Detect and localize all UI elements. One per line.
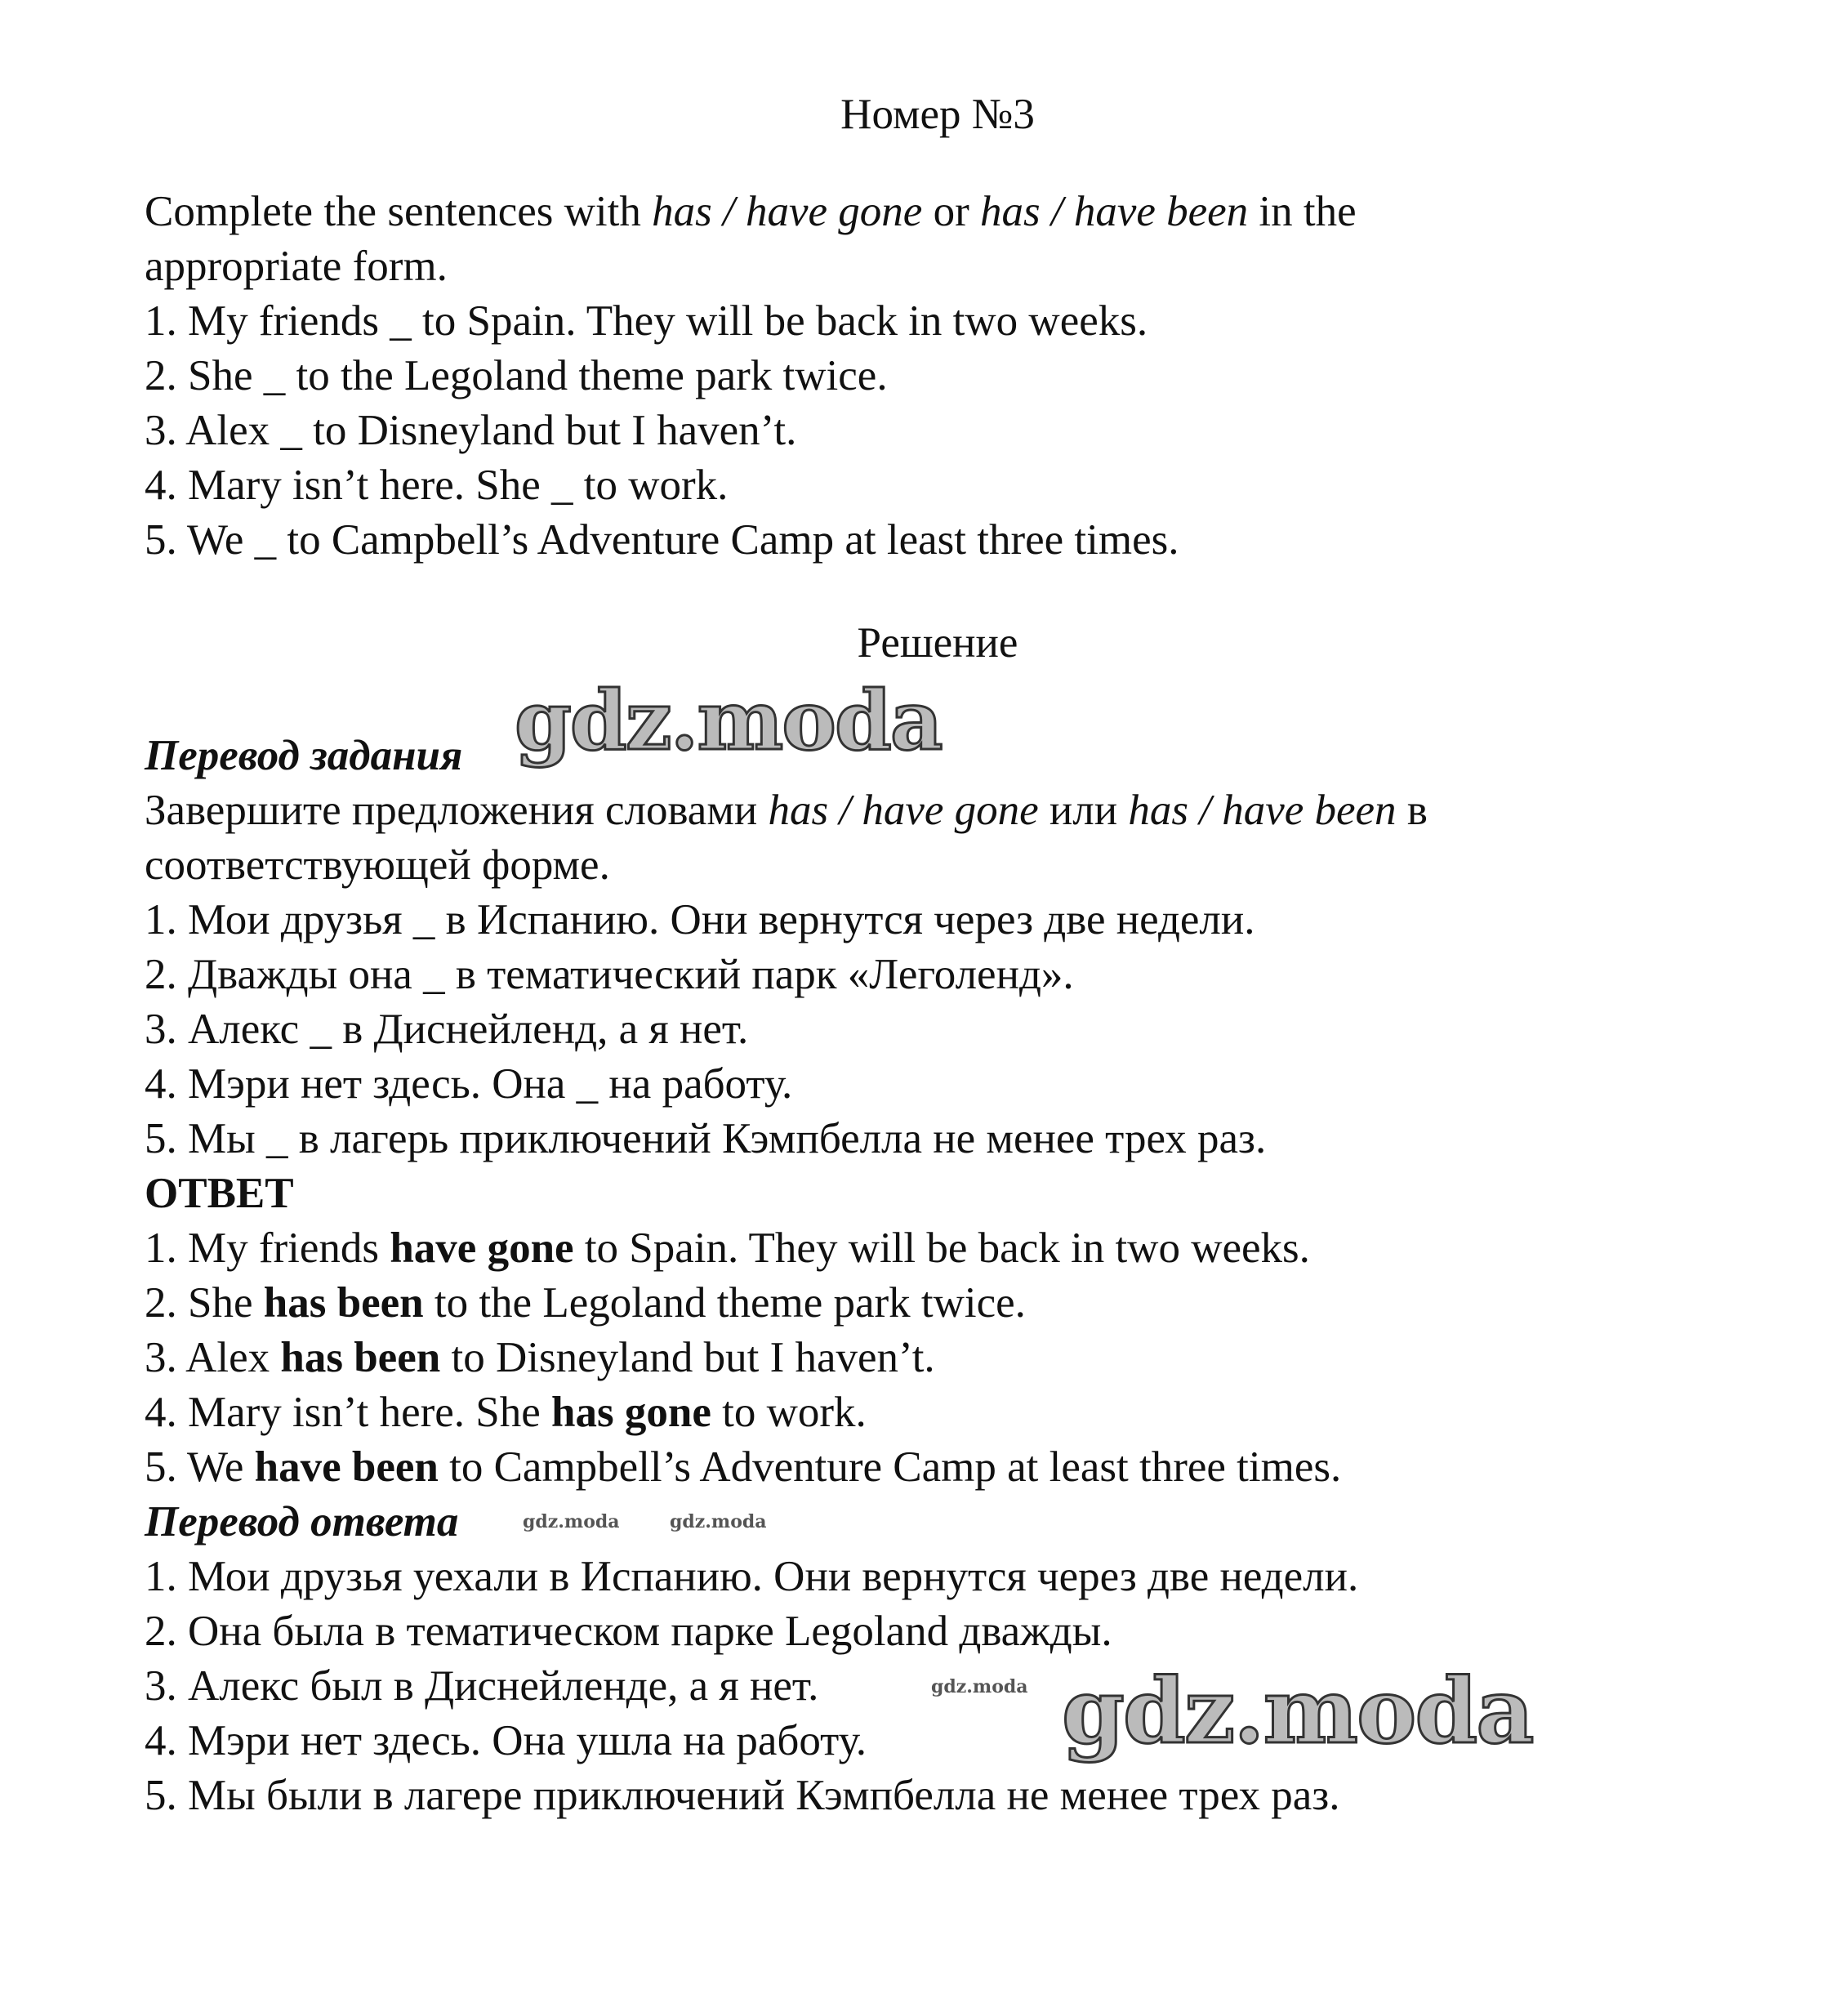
- task-line: [145, 294, 1148, 349]
- task-line: [145, 404, 796, 458]
- text: 3. Алекс был в Диснейленде, а я нет.: [145, 1662, 819, 1710]
- emphasis-text: has been: [280, 1334, 441, 1381]
- solution-line: [145, 1057, 792, 1112]
- text: 4. Мэри нет здесь. Она ушла на работу.: [145, 1717, 867, 1764]
- task-line: [145, 513, 1179, 568]
- solution-heading: Решение: [857, 619, 1018, 667]
- text: 5. We _ to Campbell’s Adventure Camp at least three times.: [145, 516, 1179, 564]
- emphasis-text: have gone: [390, 1224, 574, 1272]
- task-line: [145, 458, 728, 513]
- text: to the Legoland theme park twice.: [423, 1279, 1026, 1327]
- solution-line: [145, 1221, 1310, 1276]
- text: to Campbell’s Adventure Camp at least three times.: [438, 1443, 1342, 1491]
- emphasis-text: Перевод задания: [145, 732, 463, 779]
- emphasis-text: has / have been: [1128, 787, 1397, 834]
- emphasis-text: have been: [254, 1443, 439, 1491]
- text: 4. Mary isn’t here. She: [145, 1389, 552, 1436]
- task-block: [145, 185, 1357, 568]
- solution-line: [145, 1440, 1341, 1495]
- text: or: [922, 188, 980, 235]
- page-title: Номер №3: [840, 91, 1035, 138]
- watermark-logo: gdz.moda: [1062, 1658, 1533, 1764]
- solution-line: [145, 1604, 1112, 1659]
- solution-line: [145, 1385, 867, 1440]
- solution-line: [145, 1495, 458, 1550]
- text: appropriate form.: [145, 243, 448, 290]
- solution-line: [145, 1112, 1266, 1166]
- text: 3. Алекс _ в Диснейленд, а я нет.: [145, 1006, 749, 1053]
- text: to work.: [711, 1389, 867, 1436]
- emphasis-text: has / have gone: [652, 188, 923, 235]
- solution-line: [145, 1002, 748, 1057]
- watermark-small: gdz.moda: [523, 1511, 620, 1532]
- text: to Disneyland but I haven’t.: [440, 1334, 935, 1381]
- text: 2. She _ to the Legoland theme park twice.: [145, 352, 888, 399]
- text: 4. Mary isn’t here. She _ to work.: [145, 462, 729, 509]
- text: в: [1396, 787, 1428, 834]
- text: 3. Alex _ to Disneyland but I haven’t.: [145, 407, 797, 454]
- solution-line: [145, 1659, 818, 1714]
- text: 3. Alex: [145, 1334, 281, 1381]
- text: 5. Мы _ в лагерь приключений Кэмпбелла не менее трех раз.: [145, 1115, 1267, 1162]
- text: 1. My friends _ to Spain. They will be back in two weeks.: [145, 297, 1148, 345]
- text: 5. We: [145, 1443, 255, 1491]
- solution-line: [145, 1768, 1339, 1823]
- solution-line: [145, 1276, 1026, 1331]
- emphasis-text: ОТВЕТ: [145, 1170, 294, 1217]
- text: соответствующей форме.: [145, 841, 610, 889]
- solution-line: [145, 893, 1255, 948]
- text: Завершите предложения словами: [145, 787, 769, 834]
- solution-line: [145, 783, 1428, 838]
- text: 1. My friends: [145, 1224, 390, 1272]
- text: to Spain. They will be back in two weeks.: [573, 1224, 1310, 1272]
- emphasis-text: has gone: [551, 1389, 711, 1436]
- watermark-small: gdz.moda: [670, 1511, 767, 1532]
- solution-line: [145, 1550, 1358, 1604]
- solution-line: [145, 948, 1074, 1002]
- solution-line: [145, 729, 462, 783]
- emphasis-text: Перевод ответа: [145, 1498, 459, 1545]
- text: Complete the sentences with: [145, 188, 653, 235]
- watermark-small: gdz.moda: [931, 1676, 1028, 1697]
- text: 4. Мэри нет здесь. Она _ на работу.: [145, 1060, 793, 1108]
- solution-line: [145, 838, 610, 893]
- text: или: [1038, 787, 1129, 834]
- text: in the: [1248, 188, 1357, 235]
- task-line: [145, 185, 1357, 239]
- text: 2. Она была в тематическом парке Legoland дважды.: [145, 1608, 1112, 1655]
- text: 1. Мои друзья _ в Испанию. Они вернутся через две недели.: [145, 896, 1255, 943]
- task-line: [145, 239, 448, 294]
- emphasis-text: has been: [263, 1279, 424, 1327]
- text: 5. Мы были в лагере приключений Кэмпбелла не менее трех раз.: [145, 1772, 1340, 1819]
- text: 2. Дважды она _ в тематический парк «Леголенд».: [145, 951, 1074, 998]
- emphasis-text: has / have been: [979, 188, 1249, 235]
- task-line: [145, 349, 888, 404]
- text: 1. Мои друзья уехали в Испанию. Они вернутся через две недели.: [145, 1553, 1359, 1600]
- solution-line: [145, 1714, 867, 1768]
- emphasis-text: has / have gone: [768, 787, 1039, 834]
- solution-line: [145, 1331, 935, 1385]
- solution-line: [145, 1166, 294, 1221]
- watermark-logo: gdz.moda: [515, 672, 942, 769]
- text: 2. She: [145, 1279, 264, 1327]
